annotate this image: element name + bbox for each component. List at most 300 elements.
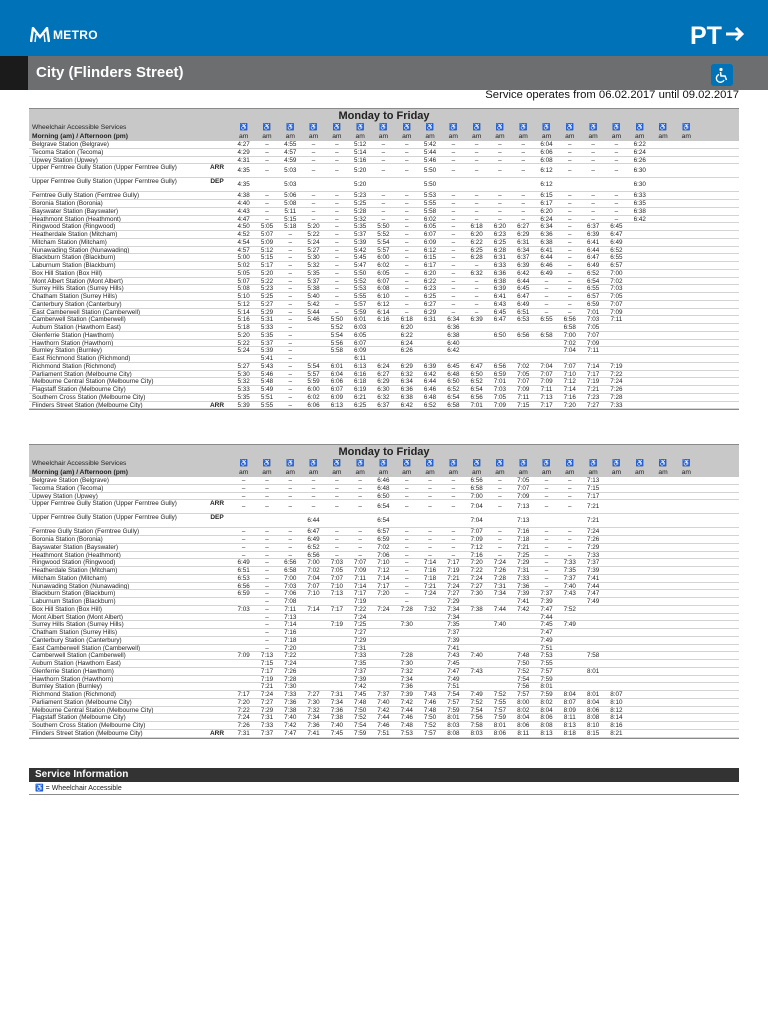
time-cell	[302, 355, 325, 362]
time-cell: –	[265, 484, 269, 492]
time-cell	[628, 231, 651, 238]
time-cell	[372, 652, 395, 659]
time-cell: 7:39	[586, 567, 600, 574]
time-cell: 7:09	[586, 339, 600, 347]
time-cell	[302, 340, 325, 347]
time-cell	[675, 668, 698, 675]
table-row	[29, 402, 739, 410]
wheelchair-icon: ♿	[286, 460, 295, 467]
time-cell: 6:47	[307, 528, 320, 536]
time-cell: –	[404, 141, 409, 148]
time-cell	[628, 598, 651, 605]
time-cell: –	[568, 308, 572, 316]
station-name: Ringwood Station (Ringwood)	[32, 559, 116, 566]
time-cell	[348, 514, 371, 527]
time-cell: 7:22	[610, 370, 623, 378]
time-cell	[675, 652, 698, 659]
time-cell: 6:20	[400, 324, 413, 331]
time-cell: –	[404, 551, 409, 559]
time-cell: –	[381, 200, 386, 207]
time-cell: 8:04	[563, 691, 576, 698]
time-cell: 6:32	[470, 269, 483, 277]
station-name: Glenferrie Station (Hawthorn)	[32, 331, 114, 339]
time-cell: 6:49	[517, 300, 530, 308]
time-cell: –	[544, 293, 549, 300]
time-cell: 7:44	[540, 613, 553, 621]
time-cell: 7:32	[400, 667, 413, 675]
time-cell: 7:34	[447, 605, 460, 613]
time-cell: 7:12	[470, 543, 483, 551]
time-cell	[628, 590, 651, 597]
time-cell	[628, 528, 651, 535]
time-cell: –	[335, 308, 339, 316]
time-cell: 6:29	[517, 231, 530, 238]
time-cell: –	[404, 231, 409, 238]
time-cell	[325, 178, 348, 191]
station-name: Blackburn Station (Blackburn)	[32, 590, 116, 597]
time-cell: 6:39	[517, 262, 530, 269]
time-cell	[651, 231, 674, 238]
time-cell: –	[498, 156, 502, 164]
time-cell: 5:46	[307, 316, 320, 324]
time-cell	[395, 514, 418, 527]
time-cell	[651, 575, 674, 582]
time-cell: 7:34	[447, 613, 460, 621]
station-name: Parliament Station (Melbourne City)	[32, 370, 132, 378]
time-cell: 7:17	[447, 559, 460, 567]
time-cell: –	[568, 246, 572, 254]
station-name: Hawthorn Station (Hawthorn)	[32, 675, 114, 683]
ampm-cell: am	[355, 133, 365, 140]
time-cell: 6:48	[447, 370, 460, 378]
time-cell: 5:47	[354, 262, 367, 269]
time-cell	[628, 552, 651, 559]
time-cell: 7:34	[493, 590, 507, 598]
table-row	[29, 164, 739, 178]
time-cell: –	[404, 598, 409, 605]
service-dates: Service operates from 06.02.2017 until 09.02.2017	[485, 89, 739, 101]
time-cell: 5:32	[354, 215, 367, 223]
time-cell: 7:50	[423, 714, 437, 722]
time-cell: 7:10	[377, 559, 390, 567]
time-cell: 5:57	[307, 370, 320, 378]
time-cell: 7:13	[517, 503, 530, 511]
time-cell: –	[288, 293, 292, 300]
time-cell	[302, 652, 325, 659]
time-cell: –	[311, 207, 316, 215]
time-cell: 6:01	[330, 362, 343, 370]
time-cell: 7:09	[517, 492, 530, 500]
legend-text: = Wheelchair Accessible	[45, 785, 122, 792]
wheelchair-icon: ♿	[682, 124, 691, 131]
time-cell	[675, 178, 698, 191]
time-cell: –	[335, 293, 339, 300]
time-cell	[628, 301, 651, 308]
time-cell: 7:35	[447, 621, 460, 629]
time-cell: 7:40	[377, 698, 390, 706]
time-cell	[675, 691, 698, 698]
time-cell: 8:06	[493, 729, 507, 737]
time-cell: 6:43	[493, 300, 507, 308]
time-cell	[675, 477, 698, 484]
time-cell: –	[404, 223, 409, 231]
time-cell: –	[404, 215, 409, 223]
time-cell: –	[451, 308, 456, 316]
time-cell	[651, 536, 674, 543]
time-cell: 7:43	[447, 652, 460, 660]
time-cell: 7:00	[284, 574, 297, 582]
time-cell	[651, 192, 674, 199]
time-cell: 8:04	[540, 706, 553, 714]
time-cell: 6:45	[493, 308, 507, 316]
time-cell	[628, 485, 651, 492]
time-cell: 6:25	[354, 401, 367, 409]
time-cell: 7:38	[470, 605, 483, 613]
time-cell: –	[544, 484, 549, 492]
time-cell: –	[521, 215, 525, 223]
time-cell: 7:19	[610, 362, 623, 370]
time-cell	[651, 583, 674, 590]
station-name: Nunawading Station (Nunawading)	[32, 582, 130, 590]
time-cell: 6:55	[540, 316, 553, 324]
time-cell: 7:21	[586, 503, 600, 511]
time-cell: 6:15	[423, 254, 437, 262]
time-cell: 6:31	[517, 238, 530, 246]
time-cell: –	[404, 492, 409, 500]
station-name: Upper Ferntree Gully Station (Upper Ferntree Gully)	[32, 500, 177, 508]
time-cell	[255, 178, 278, 191]
time-cell	[628, 278, 651, 285]
time-cell: 6:52	[470, 378, 483, 386]
time-cell: 6:16	[377, 316, 390, 324]
time-cell	[372, 676, 395, 683]
time-cell: 6:06	[307, 401, 320, 409]
time-cell	[675, 714, 698, 721]
time-cell	[558, 629, 581, 636]
time-cell: –	[241, 503, 246, 511]
time-cell: 7:09	[540, 378, 553, 386]
time-cell	[325, 598, 348, 605]
arr-dep	[202, 208, 232, 215]
time-cell: 7:35	[354, 660, 367, 667]
time-cell: –	[265, 567, 269, 574]
arr-dep	[202, 652, 232, 659]
time-cell: 6:27	[377, 370, 390, 378]
time-cell: –	[451, 141, 456, 148]
time-cell: 7:27	[354, 629, 367, 636]
table-row	[29, 347, 739, 355]
time-cell: 7:46	[377, 722, 390, 729]
time-cell: 6:57	[586, 293, 600, 300]
time-cell: –	[381, 192, 386, 200]
time-cell	[395, 645, 418, 652]
time-cell: –	[451, 293, 456, 300]
time-cell: 8:12	[610, 706, 623, 714]
time-cell	[651, 722, 674, 729]
time-cell	[605, 500, 628, 513]
time-cell: 6:22	[470, 238, 483, 246]
time-cell: –	[404, 192, 409, 200]
time-cell: 8:07	[610, 691, 623, 698]
time-cell: 7:20	[237, 698, 250, 706]
time-cell	[628, 293, 651, 300]
time-cell: –	[288, 401, 292, 409]
time-cell	[488, 340, 511, 347]
time-cell: 7:14	[284, 621, 297, 629]
time-cell: 7:33	[610, 401, 623, 409]
time-cell: 7:54	[517, 675, 530, 683]
ampm-cell: am	[239, 469, 249, 476]
station-name: Camberwell Station (Camberwell)	[32, 652, 126, 659]
time-cell: 8:01	[586, 691, 600, 698]
arr-dep	[202, 714, 232, 721]
time-cell: 7:47	[540, 629, 553, 636]
time-cell: 7:54	[354, 722, 367, 729]
time-cell: 6:42	[517, 269, 530, 277]
time-cell	[651, 514, 674, 527]
time-cell: –	[404, 536, 409, 543]
time-cell: 6:21	[354, 393, 367, 401]
time-cell: –	[474, 277, 479, 285]
time-cell	[651, 485, 674, 492]
ampm-cell: am	[565, 469, 575, 476]
time-cell: –	[335, 215, 339, 223]
station-name: Canterbury Station (Canterbury)	[32, 636, 122, 644]
time-cell: 8:00	[517, 698, 530, 706]
time-cell	[372, 178, 395, 191]
time-cell: 6:41	[493, 293, 507, 300]
time-cell: –	[404, 207, 409, 215]
time-cell	[372, 347, 395, 354]
wheelchair-icon: ♿	[425, 124, 435, 131]
time-cell: –	[288, 378, 292, 386]
time-cell	[605, 559, 628, 566]
time-cell	[628, 324, 651, 331]
time-cell: 6:38	[493, 277, 507, 285]
time-cell: 6:55	[610, 254, 623, 262]
time-cell: 5:32	[307, 262, 320, 269]
time-cell: 5:02	[237, 262, 250, 269]
station-name: Boronia Station (Boronia)	[32, 536, 103, 543]
time-cell: –	[591, 207, 595, 215]
time-cell: 7:30	[470, 590, 483, 598]
time-cell: 4:27	[237, 141, 250, 148]
time-cell: –	[544, 567, 549, 574]
time-cell: –	[451, 238, 456, 246]
time-cell	[325, 514, 348, 527]
time-cell: 7:39	[447, 636, 460, 644]
time-cell: –	[288, 316, 292, 324]
time-cell: 5:03	[284, 167, 297, 175]
time-cell: 6:51	[237, 567, 250, 574]
station-name: East Camberwell Station (Camberwell)	[32, 308, 141, 316]
time-cell: 6:39	[423, 362, 437, 370]
time-cell: –	[404, 269, 409, 277]
arr-dep	[202, 590, 232, 597]
time-cell: 6:08	[540, 156, 553, 164]
time-cell: 4:47	[237, 215, 250, 223]
time-cell: –	[568, 293, 572, 300]
time-cell: 8:09	[563, 706, 576, 714]
time-cell: 5:51	[260, 393, 274, 401]
time-cell: 7:19	[330, 621, 343, 629]
time-cell: –	[288, 246, 292, 254]
time-cell: 7:31	[493, 582, 507, 590]
time-cell: –	[265, 543, 269, 551]
table-row	[29, 178, 739, 192]
time-cell: 6:06	[540, 148, 553, 156]
time-cell: 5:08	[237, 285, 250, 293]
time-cell: 7:05	[610, 293, 623, 300]
time-cell: –	[265, 590, 269, 598]
time-cell: 5:12	[354, 141, 367, 148]
time-cell	[418, 355, 441, 362]
time-cell: 6:00	[307, 386, 320, 393]
time-cell	[675, 355, 698, 362]
time-cell: –	[381, 215, 386, 223]
time-cell: 7:20	[470, 559, 483, 567]
time-cell: –	[544, 528, 549, 536]
time-cell: 6:49	[307, 536, 320, 543]
time-cell: –	[288, 285, 292, 293]
time-cell	[675, 192, 698, 199]
time-cell: 5:38	[307, 285, 320, 293]
station-name: Surrey Hills Station (Surrey Hills)	[32, 285, 124, 292]
time-cell: 7:38	[284, 706, 297, 714]
time-cell: 4:59	[284, 156, 297, 164]
time-cell: –	[498, 148, 502, 156]
arr-dep	[202, 316, 232, 323]
ampm-cell: am	[425, 469, 435, 476]
time-cell: –	[451, 300, 456, 308]
time-cell: –	[474, 262, 479, 269]
time-cell: 6:24	[400, 339, 413, 347]
time-cell: –	[288, 484, 292, 492]
time-cell: –	[265, 551, 269, 559]
time-cell: 7:48	[354, 698, 367, 706]
time-cell	[395, 629, 418, 636]
time-cell	[512, 340, 535, 347]
time-cell: –	[288, 262, 292, 269]
time-cell: 7:08	[284, 598, 297, 605]
time-cell	[675, 575, 698, 582]
time-cell: 7:00	[610, 269, 623, 277]
time-cell	[488, 598, 511, 605]
time-cell	[395, 178, 418, 191]
time-cell	[675, 660, 698, 667]
pt-logo	[690, 20, 746, 50]
time-cell	[628, 699, 651, 706]
time-cell: –	[265, 192, 269, 200]
time-cell	[558, 637, 581, 644]
time-cell: 6:30	[377, 386, 390, 393]
time-cell: –	[288, 477, 292, 484]
time-cell: 6:29	[377, 378, 390, 386]
time-cell	[605, 332, 628, 339]
time-cell	[675, 552, 698, 559]
wheelchair-icon: ♿	[402, 124, 411, 131]
time-cell: 6:54	[470, 386, 483, 393]
time-cell	[465, 614, 488, 621]
station-name: Melbourne Central Station (Melbourne City)	[32, 706, 154, 714]
arr-dep	[202, 544, 232, 551]
time-cell: –	[265, 644, 269, 652]
time-cell: 7:31	[237, 729, 250, 737]
time-cell	[465, 683, 488, 690]
time-cell: 7:46	[423, 698, 437, 706]
time-cell: –	[335, 285, 339, 293]
station-name: Auburn Station (Hawthorn East)	[32, 660, 121, 667]
time-cell: –	[358, 528, 362, 536]
time-cell	[675, 324, 698, 331]
time-cell	[605, 606, 628, 613]
time-cell	[651, 239, 674, 246]
time-cell: 7:00	[470, 492, 483, 500]
time-cell: –	[404, 200, 409, 207]
time-cell: 6:39	[470, 316, 483, 324]
time-cell	[651, 683, 674, 690]
time-cell: 5:39	[354, 238, 367, 246]
time-cell: –	[241, 528, 246, 536]
time-cell	[675, 216, 698, 223]
time-cell: 5:20	[354, 181, 367, 189]
time-cell	[418, 614, 441, 621]
time-cell	[628, 309, 651, 316]
time-cell	[675, 683, 698, 690]
time-cell	[675, 309, 698, 316]
time-cell: 7:10	[330, 582, 343, 590]
time-cell: 7:21	[517, 543, 530, 551]
time-cell: 6:19	[354, 386, 367, 393]
time-cell: 6:07	[354, 339, 367, 347]
time-cell: 7:37	[447, 629, 460, 636]
time-cell: 6:56	[470, 477, 483, 484]
wheelchair-row	[29, 459, 739, 468]
time-cell	[675, 254, 698, 261]
time-cell: –	[568, 192, 572, 200]
time-cell	[418, 660, 441, 667]
time-cell: 6:42	[423, 370, 437, 378]
time-cell: 5:49	[260, 386, 274, 393]
time-cell	[418, 347, 441, 354]
time-cell: 7:29	[447, 598, 460, 605]
station-name: Parliament Station (Melbourne City)	[32, 698, 132, 706]
time-cell: 5:15	[284, 215, 297, 223]
time-cell: 6:42	[400, 401, 413, 409]
time-cell	[628, 683, 651, 690]
title-bar-block	[0, 56, 28, 90]
wheelchair-icon: ♿	[262, 460, 272, 467]
wheelchair-icon: ♿	[565, 124, 574, 131]
time-cell: –	[265, 215, 269, 223]
time-cell: –	[358, 543, 362, 551]
time-cell: 7:18	[517, 536, 530, 543]
time-cell: 6:09	[354, 347, 367, 355]
time-cell: 7:18	[423, 574, 437, 582]
time-cell	[628, 544, 651, 551]
time-cell: –	[568, 492, 572, 500]
table-row	[29, 239, 739, 247]
time-cell	[465, 645, 488, 652]
time-cell: –	[311, 503, 316, 511]
time-cell: 7:41	[447, 644, 460, 652]
time-cell: 7:01	[493, 378, 507, 386]
time-cell	[675, 590, 698, 597]
time-cell: 7:07	[517, 378, 530, 386]
time-cell: 7:47	[284, 729, 297, 737]
time-cell: –	[451, 536, 456, 543]
time-cell: 5:42	[423, 141, 437, 148]
